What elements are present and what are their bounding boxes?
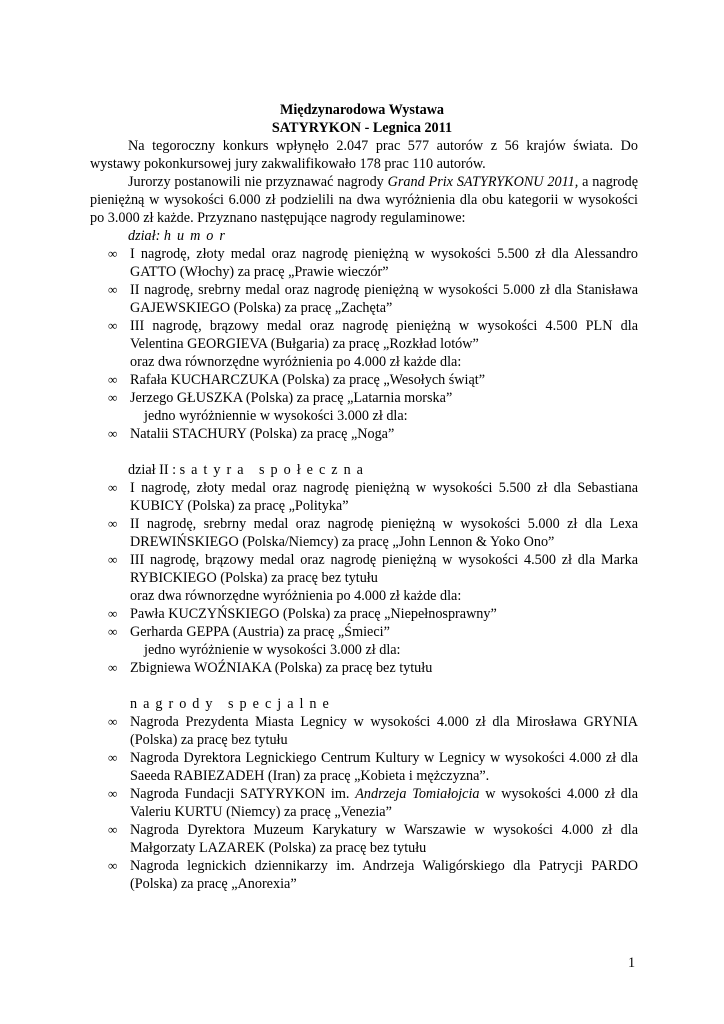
list-item — [90, 389, 638, 407]
list-item — [90, 623, 638, 641]
infinity-bullet-icon: ∞ — [108, 246, 118, 261]
infinity-bullet-icon: ∞ — [108, 552, 118, 567]
infinity-bullet-icon: ∞ — [108, 606, 118, 621]
special-award-before: Nagroda Fundacji SATYRYKON im. — [130, 786, 356, 802]
section-special-heading: nagrody specjalne — [130, 696, 335, 712]
infinity-bullet-icon: ∞ — [108, 750, 118, 765]
list-item — [90, 281, 638, 317]
award-text: II nagrodę, srebrny medal oraz nagrodę pieniężną w wysokości 5.000 zł dla Stanisława GAJEWSKIEGO (Polska) za pracę „Zachęta” — [130, 282, 638, 316]
patron-name: Andrzeja Tomiałojcia — [355, 786, 480, 802]
intro-paragraph-1: Na tegoroczny konkurs wpłynęło 2.047 prac 577 autorów z 56 krajów świata. Do wystawy pokonkursowej jury zakwalifikowało 178 prac 110 autorów. — [90, 138, 638, 172]
distinction-text: Natalii STACHURY (Polska) za pracę „Noga” — [130, 426, 395, 442]
intro-p2-end: a nagrodę pieniężną w wysokości 6.000 zł podzielili na dwa wyróżnienia dla obu kategorii w wysokości po 3.000 zł każde. Przyznano następujące nagrody regulaminowe: — [90, 174, 638, 226]
special-award-after: w wysokości 4.000 zł dla Valeriu KURTU (Niemcy) za pracę „Venezia” — [130, 786, 638, 820]
grand-prix-name: Grand Prix SATYRYKONU 2011, — [387, 174, 579, 190]
list-item — [90, 479, 638, 515]
infinity-bullet-icon: ∞ — [108, 372, 118, 387]
list-item — [90, 605, 638, 623]
section-humor-prefix: dział: — [128, 228, 164, 244]
list-item — [90, 515, 638, 551]
list-item — [90, 749, 638, 785]
list-item — [90, 785, 638, 821]
award-text: III nagrodę, brązowy medal oraz nagrodę pieniężną w wysokości 4.500 zł dla Marka RYBICKIEGO (Polska) za pracę bez tytułu — [130, 552, 638, 586]
list-item — [90, 821, 638, 857]
list-item — [90, 371, 638, 389]
infinity-bullet-icon: ∞ — [108, 282, 118, 297]
infinity-bullet-icon: ∞ — [108, 516, 118, 531]
list-item — [90, 245, 638, 281]
infinity-bullet-icon: ∞ — [108, 318, 118, 333]
award-text: I nagrodę, złoty medal oraz nagrodę pieniężną w wysokości 5.500 zł dla Alessandro GATTO (Włochy) za pracę „Prawie wieczór” — [130, 246, 638, 280]
infinity-bullet-icon: ∞ — [108, 660, 118, 675]
humor-distinctions-note: oraz dwa równorzędne wyróżnienia po 4.000 zł każde dla: — [130, 354, 462, 370]
title-line-1: Międzynarodowa Wystawa — [279, 102, 445, 118]
special-award-text: Nagroda Prezydenta Miasta Legnicy w wysokości 4.000 zł dla Mirosława GRYNIA (Polska) za pracę bez tytułu — [130, 714, 638, 748]
award-text: II nagrodę, srebrny medal oraz nagrodę pieniężną w wysokości 5.000 zł dla Lexa DREWIŃSKIEGO (Polska/Niemcy) za pracę „John Lennon & Yoko Ono” — [130, 516, 638, 550]
social-distinctions-note: oraz dwa równorzędne wyróżnienia po 4.000 zł każde dla: — [130, 588, 462, 604]
distinction-text: Zbigniewa WOŹNIAKA (Polska) za pracę bez tytułu — [130, 660, 433, 676]
section-humor-heading — [128, 227, 231, 245]
humor-single-note: jedno wyróżniennie w wysokości 3.000 zł dla: — [144, 408, 408, 424]
infinity-bullet-icon: ∞ — [108, 858, 118, 873]
distinction-text: Gerharda GEPPA (Austria) za pracę „Śmieci” — [130, 624, 390, 640]
infinity-bullet-icon: ∞ — [108, 624, 118, 639]
infinity-bullet-icon: ∞ — [108, 714, 118, 729]
page-number: 1 — [628, 955, 636, 971]
award-text: III nagrodę, brązowy medal oraz nagrodę pieniężną w wysokości 4.500 PLN dla Velentina GEORGIEVA (Bułgaria) za pracę „Rozkład lotów” — [130, 318, 638, 352]
list-item — [90, 857, 638, 893]
special-award-text: Nagroda Dyrektora Legnickiego Centrum Kultury w Legnicy w wysokości 4.000 zł dla Saeeda RABIEZADEH (Iran) za pracę „Kobieta i mężczyzna”. — [130, 750, 638, 784]
list-item — [90, 317, 638, 353]
list-item — [90, 425, 638, 443]
distinction-text: Jerzego GŁUSZKA (Polska) za pracę „Latarnia morska” — [130, 390, 453, 406]
special-award-text: Nagroda legnickich dziennikarzy im. Andrzeja Waligórskiego dla Patrycji PARDO (Polska) za pracę „Anorexia” — [130, 858, 638, 892]
infinity-bullet-icon: ∞ — [108, 786, 118, 801]
section-social-title: satyra społeczna — [179, 462, 369, 478]
special-award-text: Nagroda Dyrektora Muzeum Karykatury w Warszawie w wysokości 4.000 zł dla Małgorzaty LAZAREK (Polska) za pracę bez tytułu — [130, 822, 638, 856]
award-text: I nagrodę, złoty medal oraz nagrodę pieniężną w wysokości 5.500 zł dla Sebastiana KUBICY (Polska) za pracę „Polityka” — [130, 480, 638, 514]
list-item — [90, 659, 638, 677]
list-item — [90, 713, 638, 749]
social-single-note: jedno wyróżnienie w wysokości 3.000 zł dla: — [144, 642, 401, 658]
section-social-prefix: dział II : — [128, 462, 180, 478]
special-award-text — [130, 785, 638, 821]
intro-paragraph-2 — [90, 173, 638, 227]
infinity-bullet-icon: ∞ — [108, 480, 118, 495]
intro-p2-start: Jurorzy postanowili nie przyznawać nagrody — [128, 174, 388, 190]
distinction-text: Pawła KUCZYŃSKIEGO (Polska) za pracę „Niepełnosprawny” — [130, 606, 497, 622]
infinity-bullet-icon: ∞ — [108, 390, 118, 405]
section-humor-title: humor — [163, 228, 231, 244]
title-line-2: SATYRYKON - Legnica 2011 — [271, 120, 453, 136]
infinity-bullet-icon: ∞ — [108, 822, 118, 837]
list-item — [90, 551, 638, 587]
distinction-text: Rafała KUCHARCZUKA (Polska) za pracę „Wesołych świąt” — [130, 372, 486, 388]
section-social-heading — [128, 461, 369, 479]
infinity-bullet-icon: ∞ — [108, 426, 118, 441]
